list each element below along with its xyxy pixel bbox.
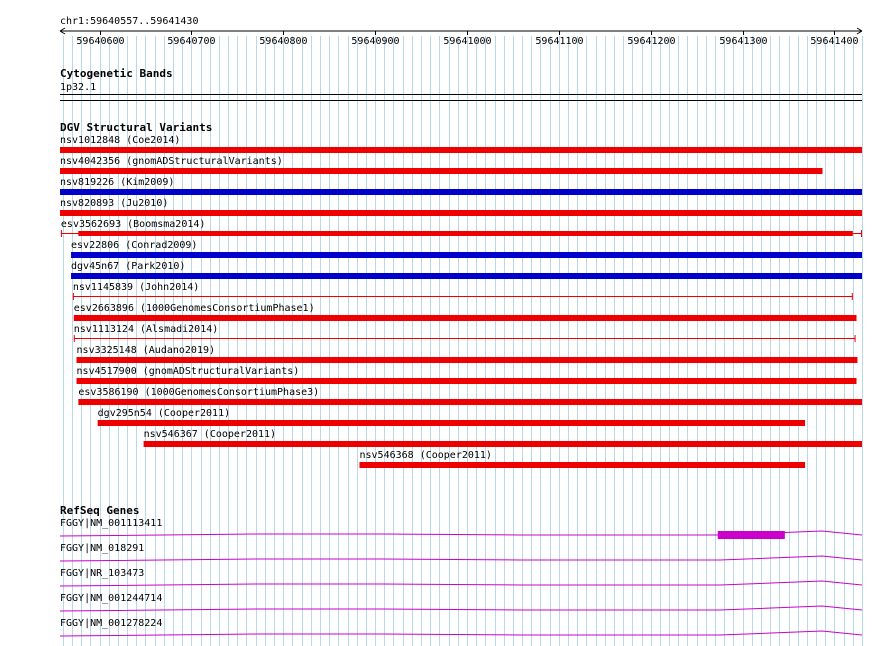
cytogenetic-bands-track <box>60 67 862 101</box>
variant-bar <box>77 378 857 384</box>
variant-bar <box>98 420 805 426</box>
gene-intron-line <box>60 581 862 586</box>
variant-bar <box>144 441 862 447</box>
ruler-tick-label: 59641400 <box>810 36 859 47</box>
dgv-structural-variants-track <box>60 121 862 468</box>
variant-label: nsv3325148 (Audano2019) <box>76 345 216 356</box>
ruler-tick-label: 59640700 <box>167 36 216 47</box>
variant-label: nsv1113124 (Alsmadi2014) <box>73 324 219 335</box>
variant-bar <box>71 252 862 258</box>
gene-label: FGGY|NM_018291 <box>60 543 145 554</box>
ruler-tick-label: 59641100 <box>535 36 584 47</box>
variant-label: nsv1145839 (John2014) <box>72 282 200 293</box>
variant-feature[interactable] <box>98 408 805 426</box>
variant-feature[interactable] <box>77 345 858 363</box>
variant-label: nsv820893 (Ju2010) <box>60 198 169 209</box>
variant-bar <box>78 399 862 405</box>
variant-label: nsv4042356 (gnomADStructuralVariants) <box>60 156 283 167</box>
variant-feature[interactable] <box>359 450 805 468</box>
gene-intron-line <box>60 606 862 611</box>
gene-intron-line <box>60 556 862 561</box>
gene-feature[interactable] <box>60 568 862 586</box>
variant-label: esv2663896 (1000GenomesConsortiumPhase1) <box>73 303 315 314</box>
variant-feature[interactable] <box>73 282 853 300</box>
variant-label: nsv546368 (Cooper2011) <box>359 450 492 461</box>
variant-bar <box>60 147 862 153</box>
gene-feature[interactable] <box>60 518 862 539</box>
gene-label: FGGY|NM_001244714 <box>60 593 163 604</box>
variant-feature[interactable] <box>60 156 822 174</box>
variant-label: esv3586190 (1000GenomesConsortiumPhase3) <box>78 387 320 398</box>
gene-label: FGGY|NM_001278224 <box>60 618 163 629</box>
variant-label: nsv546367 (Cooper2011) <box>143 429 277 440</box>
ruler-tick-label: 59640800 <box>259 36 308 47</box>
gene-intron-line <box>60 631 862 636</box>
variant-bar <box>359 462 805 468</box>
variant-bar <box>60 168 822 174</box>
coordinate-ruler <box>60 16 862 47</box>
ruler-tick-label: 59641000 <box>443 36 492 47</box>
variant-bar <box>60 210 862 216</box>
variant-label: dgv45n67 (Park2010) <box>71 261 186 272</box>
variant-feature[interactable] <box>144 429 862 447</box>
variant-feature[interactable] <box>60 198 862 216</box>
gene-feature[interactable] <box>60 543 862 561</box>
cytoband-label: 1p32.1 <box>60 82 97 93</box>
locus-label: chr1:59640557..59641430 <box>60 16 199 27</box>
variant-label: nsv819226 (Kim2009) <box>60 177 175 188</box>
variant-bar <box>74 315 857 321</box>
variant-feature[interactable] <box>60 135 862 153</box>
variant-bar <box>71 273 862 279</box>
ruler-tick-label: 59641300 <box>719 36 768 47</box>
variant-feature[interactable] <box>61 219 862 237</box>
gene-label: FGGY|NR_103473 <box>60 568 145 579</box>
refseq-genes-track <box>60 504 862 636</box>
variant-label: dgv295n54 (Cooper2011) <box>97 408 231 419</box>
variant-feature[interactable] <box>60 177 862 195</box>
variant-label: esv3562693 (Boomsma2014) <box>60 219 206 230</box>
variant-bar <box>78 231 852 236</box>
ruler-tick-label: 59640900 <box>351 36 400 47</box>
refseq-track-title: RefSeq Genes <box>60 504 140 517</box>
gene-label: FGGY|NM_001113411 <box>60 518 163 529</box>
variant-feature[interactable] <box>77 366 857 384</box>
variant-label: esv22806 (Conrad2009) <box>71 240 198 251</box>
gene-feature[interactable] <box>60 593 862 611</box>
gene-feature[interactable] <box>60 618 862 636</box>
gene-exon-block <box>718 531 785 539</box>
variant-label: nsv1012848 (Coe2014) <box>60 135 181 146</box>
variant-bar <box>60 189 862 195</box>
variant-label: nsv4517900 (gnomADStructuralVariants) <box>76 366 300 377</box>
variant-feature[interactable] <box>78 387 862 405</box>
cytoband-track-title: Cytogenetic Bands <box>60 67 173 80</box>
ruler-tick-label: 59641200 <box>627 36 676 47</box>
variant-bar <box>77 357 858 363</box>
dgv-track-title: DGV Structural Variants <box>60 121 213 134</box>
variant-feature[interactable] <box>74 303 857 321</box>
ruler-tick-label: 59640600 <box>76 36 125 47</box>
